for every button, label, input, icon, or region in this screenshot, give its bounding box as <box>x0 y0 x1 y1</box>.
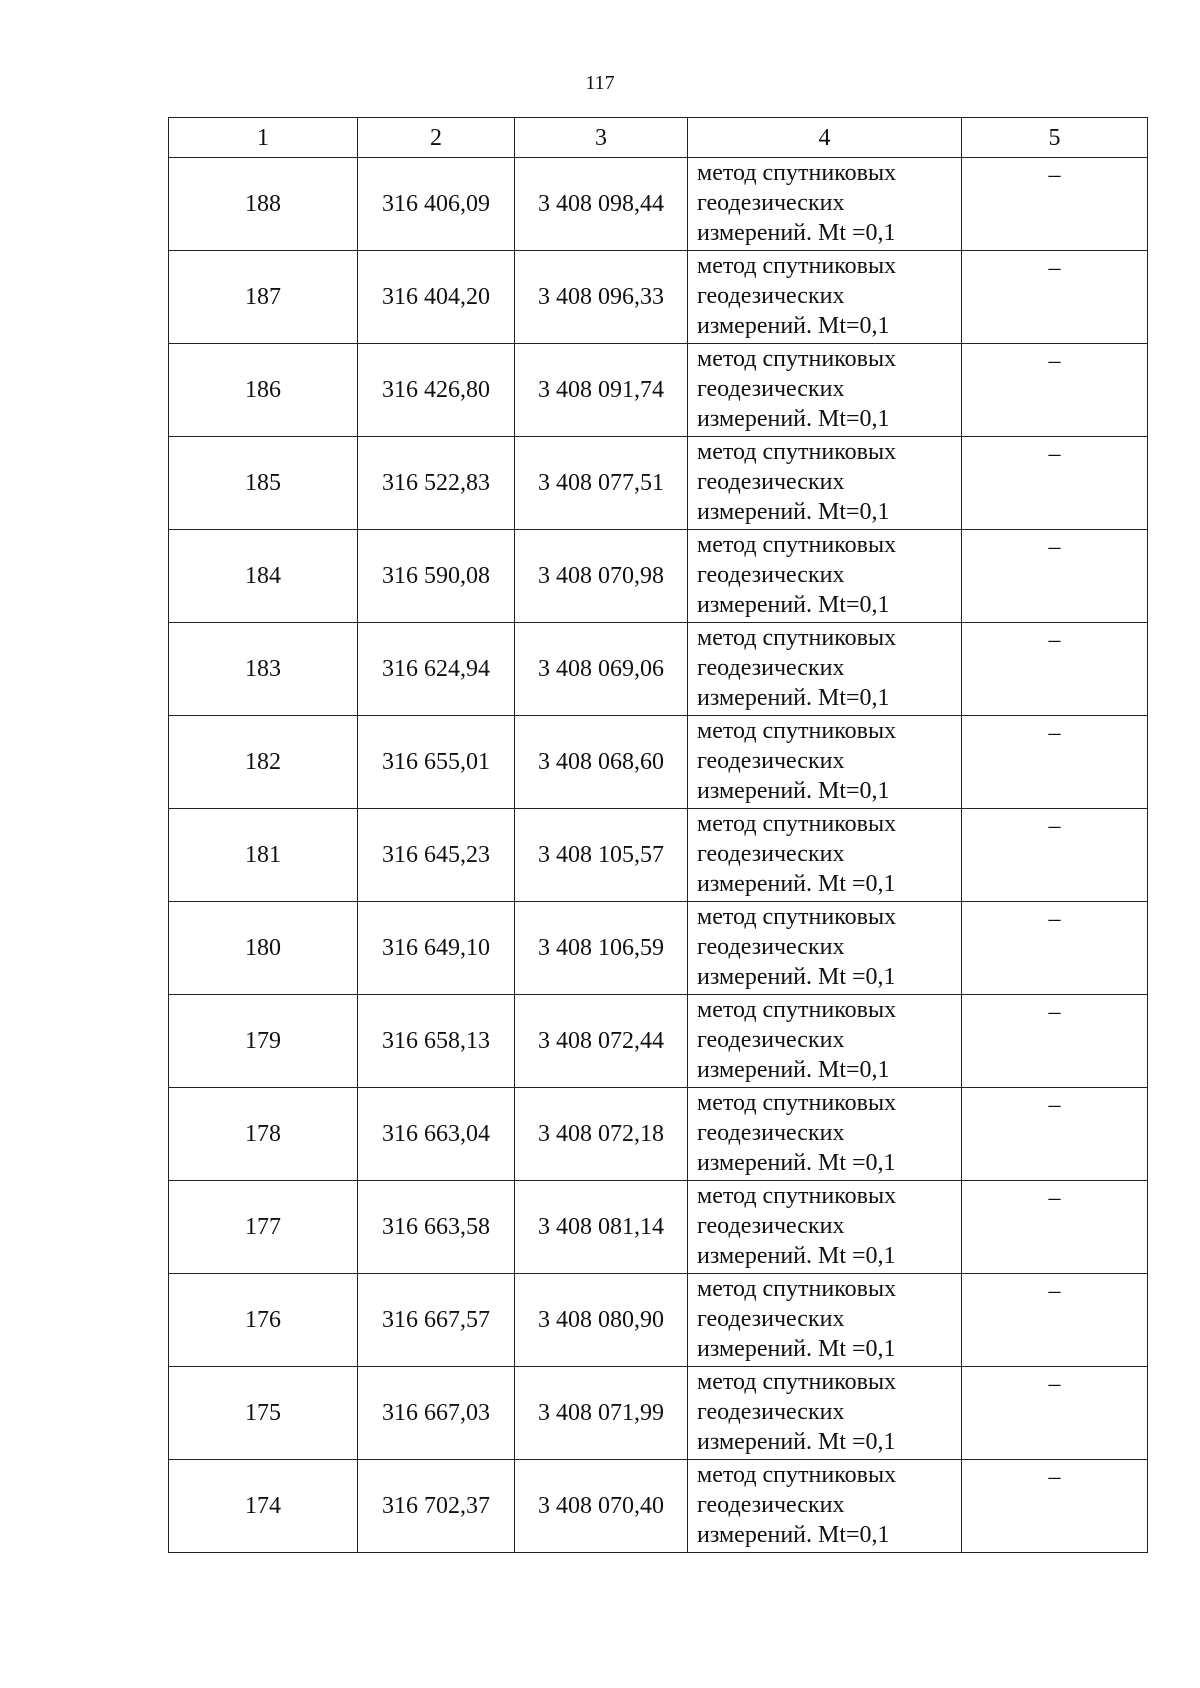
page-number: 117 <box>585 72 615 94</box>
method-line: геодезических <box>697 190 845 216</box>
point-number-cell: 177 <box>169 1181 358 1274</box>
method-line: измерений. Mt =0,1 <box>697 220 896 246</box>
note-cell: – <box>962 1181 1148 1274</box>
note-cell: – <box>962 1460 1148 1553</box>
note-cell: – <box>962 995 1148 1088</box>
method-cell <box>688 530 962 623</box>
y-coordinate-cell: 3 408 091,74 <box>515 344 688 437</box>
method-line: измерений. Mt=0,1 <box>697 1057 890 1083</box>
point-number-cell: 183 <box>169 623 358 716</box>
method-line: метод спутниковых <box>697 904 897 930</box>
x-coordinate-cell: 316 667,57 <box>358 1274 515 1367</box>
point-number-cell: 185 <box>169 437 358 530</box>
coordinates-table <box>168 117 1148 1553</box>
method-line: измерений. Mt=0,1 <box>697 778 890 804</box>
method-line: геодезических <box>697 1399 845 1425</box>
point-number-cell: 181 <box>169 809 358 902</box>
point-number-cell: 176 <box>169 1274 358 1367</box>
method-line: геодезических <box>697 655 845 681</box>
method-line: измерений. Mt=0,1 <box>697 685 890 711</box>
method-cell <box>688 251 962 344</box>
x-coordinate-cell: 316 702,37 <box>358 1460 515 1553</box>
header-row <box>169 118 1148 158</box>
y-coordinate-cell: 3 408 069,06 <box>515 623 688 716</box>
method-line: измерений. Mt =0,1 <box>697 964 896 990</box>
x-coordinate-cell: 316 649,10 <box>358 902 515 995</box>
y-coordinate-cell: 3 408 070,40 <box>515 1460 688 1553</box>
x-coordinate-cell: 316 426,80 <box>358 344 515 437</box>
header-cell-4: 4 <box>688 118 962 158</box>
table-row <box>169 1367 1148 1460</box>
method-line: геодезических <box>697 376 845 402</box>
y-coordinate-cell: 3 408 072,18 <box>515 1088 688 1181</box>
x-coordinate-cell: 316 658,13 <box>358 995 515 1088</box>
table-row <box>169 1088 1148 1181</box>
method-line: измерений. Mt =0,1 <box>697 1150 896 1176</box>
method-line: измерений. Mt=0,1 <box>697 499 890 525</box>
method-line: геодезических <box>697 934 845 960</box>
x-coordinate-cell: 316 663,58 <box>358 1181 515 1274</box>
method-cell <box>688 809 962 902</box>
y-coordinate-cell: 3 408 080,90 <box>515 1274 688 1367</box>
method-line: метод спутниковых <box>697 1090 897 1116</box>
method-cell <box>688 1460 962 1553</box>
x-coordinate-cell: 316 404,20 <box>358 251 515 344</box>
method-cell <box>688 1274 962 1367</box>
method-line: измерений. Mt =0,1 <box>697 1243 896 1269</box>
x-coordinate-cell: 316 667,03 <box>358 1367 515 1460</box>
point-number-cell: 182 <box>169 716 358 809</box>
table-header <box>169 118 1148 158</box>
method-cell <box>688 344 962 437</box>
method-line: метод спутниковых <box>697 997 897 1023</box>
table-row <box>169 623 1148 716</box>
point-number-cell: 187 <box>169 251 358 344</box>
table-row <box>169 530 1148 623</box>
point-number-cell: 188 <box>169 158 358 251</box>
note-cell: – <box>962 1274 1148 1367</box>
method-line: геодезических <box>697 469 845 495</box>
x-coordinate-cell: 316 624,94 <box>358 623 515 716</box>
y-coordinate-cell: 3 408 106,59 <box>515 902 688 995</box>
x-coordinate-cell: 316 645,23 <box>358 809 515 902</box>
header-cell-1: 1 <box>169 118 358 158</box>
y-coordinate-cell: 3 408 096,33 <box>515 251 688 344</box>
method-line: геодезических <box>697 1306 845 1332</box>
table-row <box>169 809 1148 902</box>
point-number-cell: 174 <box>169 1460 358 1553</box>
note-cell: – <box>962 1367 1148 1460</box>
note-cell: – <box>962 251 1148 344</box>
method-line: геодезических <box>697 283 845 309</box>
y-coordinate-cell: 3 408 070,98 <box>515 530 688 623</box>
x-coordinate-cell: 316 522,83 <box>358 437 515 530</box>
point-number-cell: 178 <box>169 1088 358 1181</box>
method-cell <box>688 995 962 1088</box>
method-cell <box>688 902 962 995</box>
table-row <box>169 1274 1148 1367</box>
header-cell-5: 5 <box>962 118 1148 158</box>
method-line: измерений. Mt =0,1 <box>697 1336 896 1362</box>
table-row <box>169 1460 1148 1553</box>
note-cell: – <box>962 902 1148 995</box>
header-cell-3: 3 <box>515 118 688 158</box>
table-row <box>169 251 1148 344</box>
method-line: метод спутниковых <box>697 1276 897 1302</box>
method-cell <box>688 1181 962 1274</box>
method-line: измерений. Mt=0,1 <box>697 406 890 432</box>
note-cell: – <box>962 530 1148 623</box>
method-line: геодезических <box>697 841 845 867</box>
note-cell: – <box>962 716 1148 809</box>
point-number-cell: 175 <box>169 1367 358 1460</box>
method-cell <box>688 716 962 809</box>
method-line: геодезических <box>697 562 845 588</box>
method-line: измерений. Mt =0,1 <box>697 871 896 897</box>
method-line: метод спутниковых <box>697 253 897 279</box>
note-cell: – <box>962 809 1148 902</box>
method-cell <box>688 158 962 251</box>
point-number-cell: 180 <box>169 902 358 995</box>
y-coordinate-cell: 3 408 081,14 <box>515 1181 688 1274</box>
method-line: метод спутниковых <box>697 1183 897 1209</box>
note-cell: – <box>962 623 1148 716</box>
method-line: метод спутниковых <box>697 718 897 744</box>
table-row <box>169 716 1148 809</box>
method-line: метод спутниковых <box>697 625 897 651</box>
method-line: геодезических <box>697 1213 845 1239</box>
method-line: метод спутниковых <box>697 439 897 465</box>
note-cell: – <box>962 1088 1148 1181</box>
method-line: метод спутниковых <box>697 811 897 837</box>
point-number-cell: 186 <box>169 344 358 437</box>
y-coordinate-cell: 3 408 098,44 <box>515 158 688 251</box>
y-coordinate-cell: 3 408 072,44 <box>515 995 688 1088</box>
method-cell <box>688 437 962 530</box>
method-line: геодезических <box>697 1027 845 1053</box>
table-row <box>169 344 1148 437</box>
table-row <box>169 902 1148 995</box>
method-cell <box>688 623 962 716</box>
method-line: измерений. Mt =0,1 <box>697 1429 896 1455</box>
point-number-cell: 179 <box>169 995 358 1088</box>
table-row <box>169 995 1148 1088</box>
method-cell <box>688 1367 962 1460</box>
method-line: метод спутниковых <box>697 346 897 372</box>
table-row <box>169 158 1148 251</box>
table-row <box>169 437 1148 530</box>
method-line: измерений. Mt=0,1 <box>697 592 890 618</box>
method-line: геодезических <box>697 1120 845 1146</box>
method-line: измерений. Mt=0,1 <box>697 313 890 339</box>
method-line: геодезических <box>697 1492 845 1518</box>
note-cell: – <box>962 437 1148 530</box>
x-coordinate-cell: 316 663,04 <box>358 1088 515 1181</box>
y-coordinate-cell: 3 408 077,51 <box>515 437 688 530</box>
x-coordinate-cell: 316 655,01 <box>358 716 515 809</box>
method-line: измерений. Mt=0,1 <box>697 1522 890 1548</box>
method-line: геодезических <box>697 748 845 774</box>
method-line: метод спутниковых <box>697 1369 897 1395</box>
header-cell-2: 2 <box>358 118 515 158</box>
point-number-cell: 184 <box>169 530 358 623</box>
method-line: метод спутниковых <box>697 1462 897 1488</box>
table-row <box>169 1181 1148 1274</box>
table-body <box>169 158 1148 1553</box>
note-cell: – <box>962 344 1148 437</box>
y-coordinate-cell: 3 408 105,57 <box>515 809 688 902</box>
x-coordinate-cell: 316 590,08 <box>358 530 515 623</box>
method-line: метод спутниковых <box>697 160 897 186</box>
y-coordinate-cell: 3 408 071,99 <box>515 1367 688 1460</box>
y-coordinate-cell: 3 408 068,60 <box>515 716 688 809</box>
x-coordinate-cell: 316 406,09 <box>358 158 515 251</box>
note-cell: – <box>962 158 1148 251</box>
method-cell <box>688 1088 962 1181</box>
method-line: метод спутниковых <box>697 532 897 558</box>
